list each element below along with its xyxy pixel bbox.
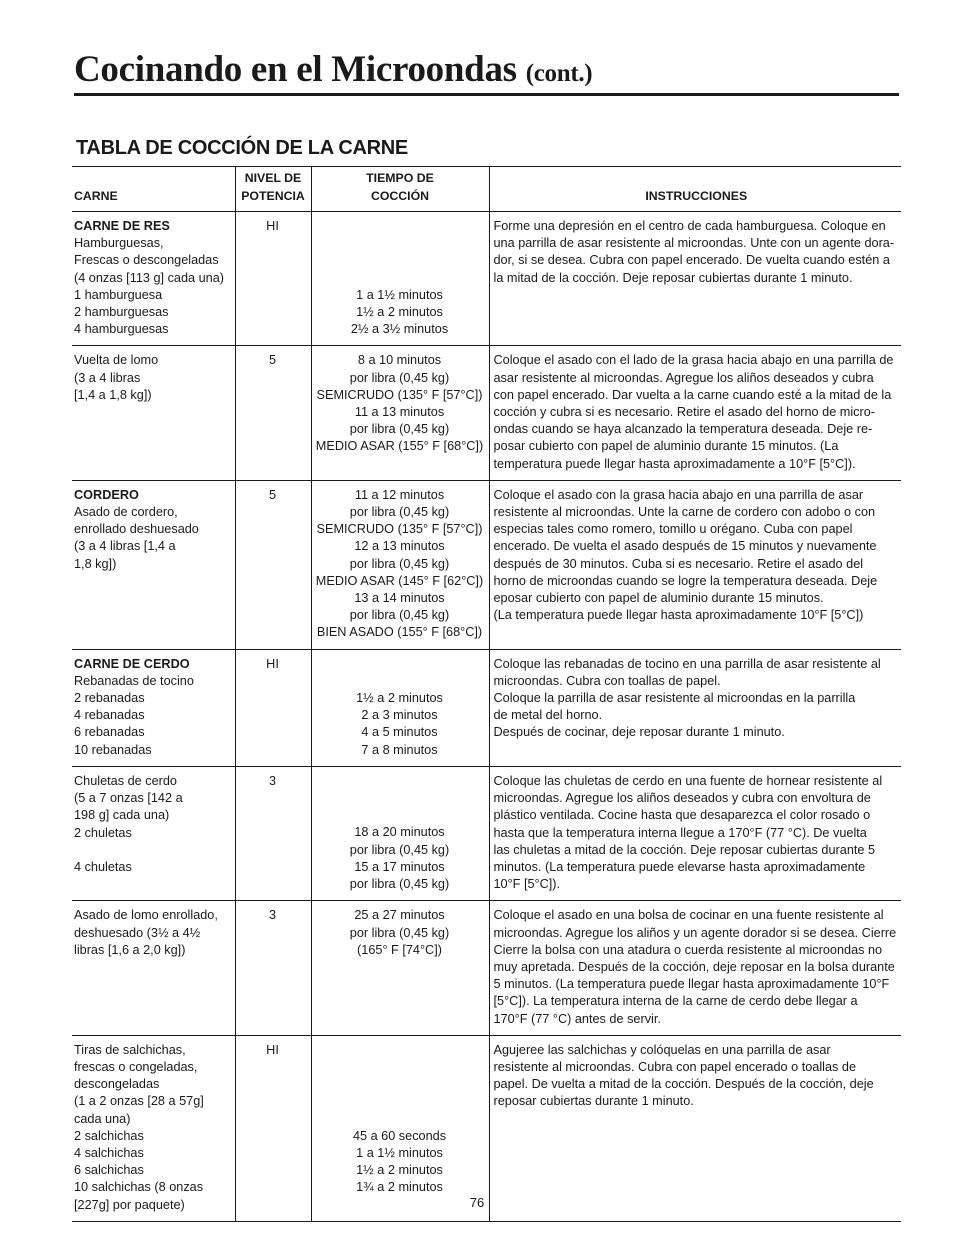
instruction-line: Coloque el asado con la grasa hacia abajo en una parrilla de asar [493,487,864,502]
time-line: 7 a 8 minutos [361,742,438,757]
meat-line: 4 chuletas [74,859,132,874]
time-line: por libra (0,45 kg) [349,842,450,857]
cell-instrucciones [489,901,901,1035]
meat-line: 2 salchichas [74,1128,144,1143]
time-line [314,1059,486,1076]
cell-nivel [235,1035,311,1221]
power-level: HI [266,219,279,233]
cell-nivel [235,901,311,1035]
time-line: MEDIO ASAR (155° F [68°C]) [315,439,484,454]
instruction-line: Agujeree las salchichas y colóquelas en una parrilla de asar [493,1042,831,1057]
cell-nivel [235,766,311,900]
page-title-main: Cocinando en el Microondas [74,49,517,90]
meat-line: 4 salchichas [74,1145,144,1160]
instruction-line: asar resistente al microondas. Agregue los aliños deseados y cubra [493,370,874,385]
cell-nivel [235,212,311,346]
time-line: por libra (0,45 kg) [349,556,450,571]
instruction-line: horno de microondas cuando se logre la temperatura deseada. Deje [493,573,878,588]
instruction-line: reposar cubiertas durante 1 minuto. [493,1094,694,1109]
meat-line: Vuelta de lomo [74,353,159,368]
cell-carne [72,901,235,1035]
header-instrucciones: INSTRUCCIONES [489,167,901,212]
meat-line: 2 hamburguesas [74,305,169,320]
time-line: 4 a 5 minutos [361,725,438,740]
meat-line: 6 rebanadas [74,725,145,740]
section-heading: TABLA DE COCCIÓN DE LA CARNE [76,137,408,159]
cell-carne [72,480,235,649]
cell-instrucciones [489,480,901,649]
meat-line: 6 salchichas [74,1163,144,1178]
instruction-line: Coloque las rebanadas de tocino en una parrilla de asar resistente al [493,656,881,671]
time-line: 11 a 12 minutos [354,487,445,502]
time-line: BIEN ASADO (155° F [68°C]) [316,625,483,640]
instruction-line: cocción y cubra si es necesario. Retire el asado del horno de micro- [493,405,876,420]
header-row [72,167,901,212]
meat-line: (4 onzas [113 g] cada una) [74,270,225,285]
meat-cooking-table [72,166,901,1222]
instruction-line: de metal del horno. [493,708,603,723]
table-body [72,212,901,1222]
time-line [314,218,486,235]
cell-tiempo [311,1035,489,1221]
table-header [72,167,901,212]
time-line: 1½ a 2 minutos [356,691,443,706]
time-line: 1½ a 2 minutos [356,304,443,319]
time-line: SEMICRUDO (135° F [57°C]) [316,387,483,402]
meat-line: 1 hamburguesa [74,287,163,302]
time-line: MEDIO ASAR (145° F [62°C]) [315,573,484,588]
time-line: 1 a 1½ minutos [356,1145,443,1160]
instruction-line: (La temperatura puede llegar hasta aproximadamente 10°F [5°C]) [493,608,864,623]
time-line: 12 a 13 minutos [354,539,445,554]
meat-line: cada una) [74,1111,131,1126]
power-level: 3 [268,908,277,923]
power-level: 5 [268,487,277,502]
title-rule [74,93,899,96]
cell-carne [72,1035,235,1221]
cell-carne [72,346,235,480]
instruction-line: Coloque las chuletas de cerdo en una fuente de hornear resistente al [493,773,883,788]
meat-line: [227g] por paquete) [74,1197,185,1212]
time-line: 11 a 13 minutos [354,405,445,420]
instruction-line: muy apretada. Después de la cocción, deje reposar en la bolsa durante [493,959,895,974]
time-line [314,1093,486,1110]
cell-instrucciones [489,766,901,900]
meat-line: Chuletas de cerdo [74,773,177,788]
time-line: 2 a 3 minutos [361,708,438,723]
meat-line: libras [1,6 a 2,0 kg]) [74,942,186,957]
table-row [72,766,901,900]
instruction-line: encerado. De vuelta el asado después de 15 minutos y nuevamente [493,539,877,554]
cell-instrucciones [489,346,901,480]
meat-line: (5 a 7 onzas [142 a [74,791,183,806]
instruction-line: papel. De vuelta a mitad de la cocción. Después de la cocción, deje [493,1077,874,1092]
power-level: 3 [268,773,277,788]
instruction-line: especias tales como romero, tomillo u orégano. Cuba con papel [493,522,853,537]
meat-line: Rebanadas de tocino [74,673,194,688]
header-nivel: NIVEL DE POTENCIA [235,167,311,212]
meat-line: descongeladas [74,1077,160,1092]
time-line: por libra (0,45 kg) [349,877,450,892]
meat-line [74,842,232,859]
time-line [314,1076,486,1093]
table-row [72,1035,901,1221]
time-line: 25 a 27 minutos [354,908,445,923]
instruction-line: Cierre la bolsa con una atadura o cuerda resistente al microondas no [493,942,883,957]
instruction-line: microondas. Cubra con toallas de papel. [493,673,721,688]
header-tiempo: TIEMPO DE COCCIÓN [311,167,489,212]
cell-tiempo [311,766,489,900]
meat-line: 198 g] cada una) [74,808,170,823]
table-row [72,212,901,346]
page-title [74,48,592,96]
time-line [314,673,486,690]
cell-tiempo [311,346,489,480]
time-line: 1½ a 2 minutos [356,1163,443,1178]
time-line [314,656,486,673]
cell-instrucciones [489,1035,901,1221]
time-line [314,252,486,269]
power-level: HI [266,1042,279,1057]
cell-nivel [235,649,311,766]
page-title-cont: (cont.) [525,60,593,87]
instruction-line: posar cubierto con papel de aluminio durante 15 minutos. (La [493,439,839,454]
time-line [314,790,486,807]
power-level: 5 [268,353,277,368]
cell-carne [72,649,235,766]
meat-line: deshuesado (3½ a 4½ [74,925,201,940]
time-line: 8 a 10 minutos [357,353,442,368]
time-line [314,235,486,252]
power-level: HI [266,656,279,671]
instruction-line: resistente al microondas. Unte la carne de cordero con adobo o con [493,505,876,520]
instruction-line: Coloque el asado con el lado de la grasa hacia abajo en una parrilla de [493,353,894,368]
time-line: por libra (0,45 kg) [349,608,450,623]
instruction-line: resistente al microondas. Cubra con papel encerado o toallas de [493,1059,857,1074]
cell-tiempo [311,212,489,346]
instruction-line: minutos. (La temperatura puede elevarse hasta aproximadamente [493,859,866,874]
time-line: 2½ a 3½ minutos [350,322,449,337]
cell-tiempo [311,901,489,1035]
meat-line: Asado de lomo enrollado, [74,908,218,923]
instruction-line: Coloque la parrilla de asar resistente al microondas en la parrilla [493,691,856,706]
meat-line: Asado de cordero, [74,505,178,520]
instruction-line: con papel encerado. Dar vuelta a la carne cuando esté a la mitad de la [493,387,892,402]
meat-line: 10 rebanadas [74,742,152,757]
cell-tiempo [311,649,489,766]
cell-nivel [235,480,311,649]
meat-line: 10 salchichas (8 onzas [74,1180,204,1195]
instruction-line: Después de cocinar, deje reposar durante 1 minuto. [493,725,785,740]
instruction-line: Coloque el asado en una bolsa de cocinar en una fuente resistente al [493,908,884,923]
instruction-line: plástico ventilada. Cocine hasta que desaparezca el color rosado o [493,808,871,823]
time-line: 1¾ a 2 minutos [356,1180,443,1195]
table-row [72,901,901,1035]
page-number: 76 [469,1195,485,1210]
time-line: por libra (0,45 kg) [349,422,450,437]
instruction-line: una parrilla de asar resistente al microondas. Unte con un agente dora- [493,236,895,251]
meat-line: 1,8 kg]) [74,556,117,571]
cell-carne [72,766,235,900]
instruction-line: Forme una depresión en el centro de cada hamburguesa. Coloque en [493,219,886,233]
cell-instrucciones [489,212,901,346]
meat-category: CORDERO [74,487,139,502]
meat-category: CARNE DE CERDO [74,656,190,671]
time-line: 18 a 20 minutos [354,825,445,840]
table-row [72,649,901,766]
meat-line: Hamburguesas, [74,236,164,251]
time-line: (165° F [74°C]) [357,942,442,957]
instruction-line: dor, si se desea. Cubra con papel encerado. De vuelta cuando estén a [493,253,890,268]
instruction-line: hasta que la temperatura interna llegue a 170°F (77 °C). De vuelta [493,825,867,840]
instruction-line: ondas cuando se haya alcanzado la temperatura deseada. Deje re- [493,422,873,437]
instruction-line: después de 30 minutos. Cuba si es necesario. Retire el asado del [493,556,864,571]
cell-carne [72,212,235,346]
time-line [314,1042,486,1059]
meat-line: 2 chuletas [74,825,132,840]
time-line [314,1110,486,1127]
time-line [314,270,486,287]
meat-line: Frescas o descongeladas [74,253,219,268]
time-line: 1 a 1½ minutos [356,287,443,302]
meat-category: CARNE DE RES [74,219,170,233]
time-line: por libra (0,45 kg) [349,505,450,520]
instruction-line: 5 minutos. (La temperatura puede llegar hasta aproximadamente 10°F [493,977,890,992]
time-line: 13 a 14 minutos [354,591,445,606]
time-line [314,773,486,790]
table-row [72,346,901,480]
time-line: 45 a 60 seconds [352,1128,447,1143]
meat-line: (1 a 2 onzas [28 a 57g] [74,1094,204,1109]
instruction-line: microondas. Agregue los aliños deseados y cubra con envoltura de [493,791,871,806]
cell-nivel [235,346,311,480]
meat-line: enrollado deshuesado [74,522,199,537]
meat-line: 4 rebanadas [74,708,145,723]
instruction-line: microondas. Agregue los aliños y un agente dorador si se desea. Cierre [493,925,897,940]
meat-line: (3 a 4 libras [74,370,141,385]
instruction-line: [5°C]). La temperatura interna de la carne de cerdo debe llegar a [493,994,858,1009]
meat-line: 2 rebanadas [74,691,145,706]
header-carne: CARNE [74,188,118,203]
table-row [72,480,901,649]
meat-line: Tiras de salchichas, [74,1042,186,1057]
instruction-line: 170°F (77 °C) antes de servir. [493,1011,661,1026]
meat-line: (3 a 4 libras [1,4 a [74,539,176,554]
instruction-line: eposar cubierto con papel de aluminio durante 15 minutos. [493,591,824,606]
time-line: 15 a 17 minutos [354,859,445,874]
meat-line: 4 hamburguesas [74,322,169,337]
time-line: SEMICRUDO (135° F [57°C]) [316,522,483,537]
instruction-line: las chuletas a mitad de la cocción. Deje reposar cubiertas durante 5 [493,842,876,857]
time-line: por libra (0,45 kg) [349,925,450,940]
meat-line: frescas o congeladas, [74,1059,198,1074]
time-line: por libra (0,45 kg) [349,370,450,385]
instruction-line: la mitad de la cocción. Deje reposar cubiertas durante 1 minuto. [493,270,853,285]
meat-line: [1,4 a 1,8 kg]) [74,387,152,402]
time-line [314,807,486,824]
instruction-line: 10°F [5°C]). [493,877,561,892]
instruction-line: temperatura puede llegar hasta aproximadamente a 10°F [5°C]). [493,456,856,471]
cell-tiempo [311,480,489,649]
cell-instrucciones [489,649,901,766]
